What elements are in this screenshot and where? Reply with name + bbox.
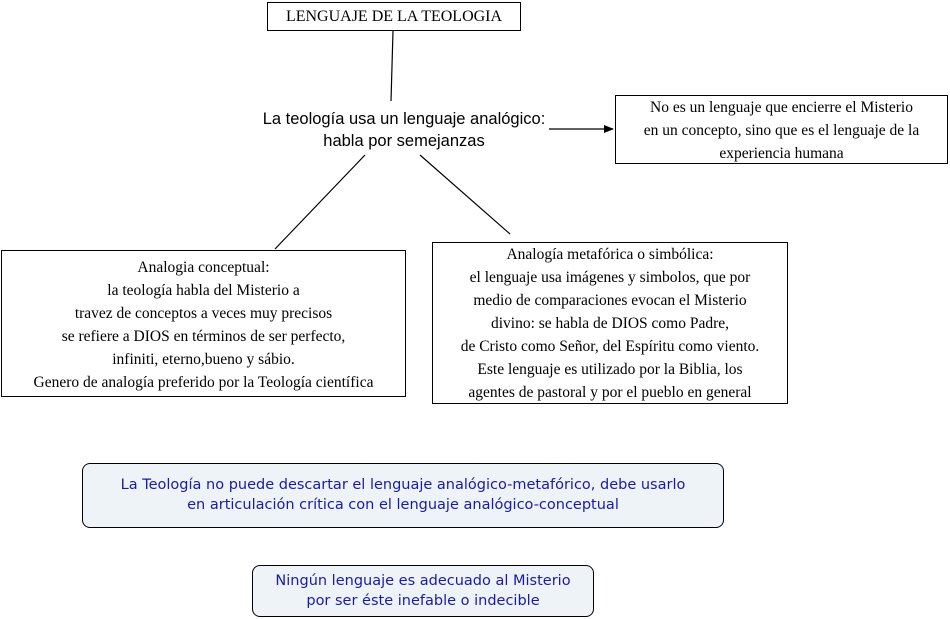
central-concept bbox=[226, 108, 582, 152]
connector-central-to-conceptual bbox=[275, 155, 365, 249]
experience-note-box bbox=[615, 95, 948, 164]
conclusion-ineffable-mystery bbox=[252, 565, 594, 617]
metaphoric-line: Analogía metafórica o simbólica: bbox=[506, 246, 714, 263]
conclusion-line: La Teología no puede descartar el lenguaje analógico-metafórico, debe usarlo bbox=[120, 477, 686, 493]
metaphoric-line: medio de comparaciones evocan el Misterio bbox=[473, 292, 747, 309]
metaphoric-analogy-box bbox=[432, 242, 788, 404]
metaphoric-line: el lenguaje usa imágenes y simbolos, que por bbox=[469, 269, 751, 286]
connector-central-to-metaphoric bbox=[420, 155, 510, 234]
conclusion-line: Ningún lenguaje es adecuado al Misterio bbox=[275, 573, 571, 589]
conceptual-line: infiniti, eterno,bueno y sábio. bbox=[112, 351, 295, 368]
conceptual-line: la teología habla del Misterio a bbox=[107, 282, 300, 299]
connector-title-to-central bbox=[391, 31, 393, 101]
conceptual-analogy-box bbox=[1, 250, 406, 397]
metaphoric-line: Este lenguaje es utilizado por la Biblia, los bbox=[477, 361, 743, 378]
conclusion-line: por ser éste inefable o indecible bbox=[306, 593, 540, 609]
note-line: experiencia humana bbox=[719, 145, 844, 162]
conceptual-line: Analogia conceptual: bbox=[137, 259, 270, 276]
metaphoric-line: de Cristo como Señor, del Espíritu como viento. bbox=[460, 338, 760, 355]
central-line: La teología usa un lenguaje analógico: bbox=[262, 110, 546, 128]
conceptual-line: travez de conceptos a veces muy precisos bbox=[74, 305, 333, 322]
note-line: No es un lenguaje que encierre el Misterio bbox=[650, 99, 913, 116]
conclusion-critical-articulation bbox=[82, 463, 724, 528]
metaphoric-line: agentes de pastoral y por el pueblo en general bbox=[468, 384, 752, 401]
note-line: en un concepto, sino que es el lenguaje de la bbox=[643, 122, 920, 139]
title-box bbox=[267, 2, 521, 31]
title-text: LENGUAJE DE LA TEOLOGIA bbox=[285, 8, 503, 25]
conceptual-line: Genero de analogía preferido por la Teología científica bbox=[33, 374, 374, 391]
conceptual-line: se refiere a DIOS en términos de ser perfecto, bbox=[61, 328, 346, 345]
conclusion-line: en articulación crítica con el lenguaje analógico-conceptual bbox=[187, 497, 619, 513]
central-line: habla por semejanzas bbox=[323, 132, 485, 150]
metaphoric-line: divino: se habla de DIOS como Padre, bbox=[490, 315, 730, 332]
